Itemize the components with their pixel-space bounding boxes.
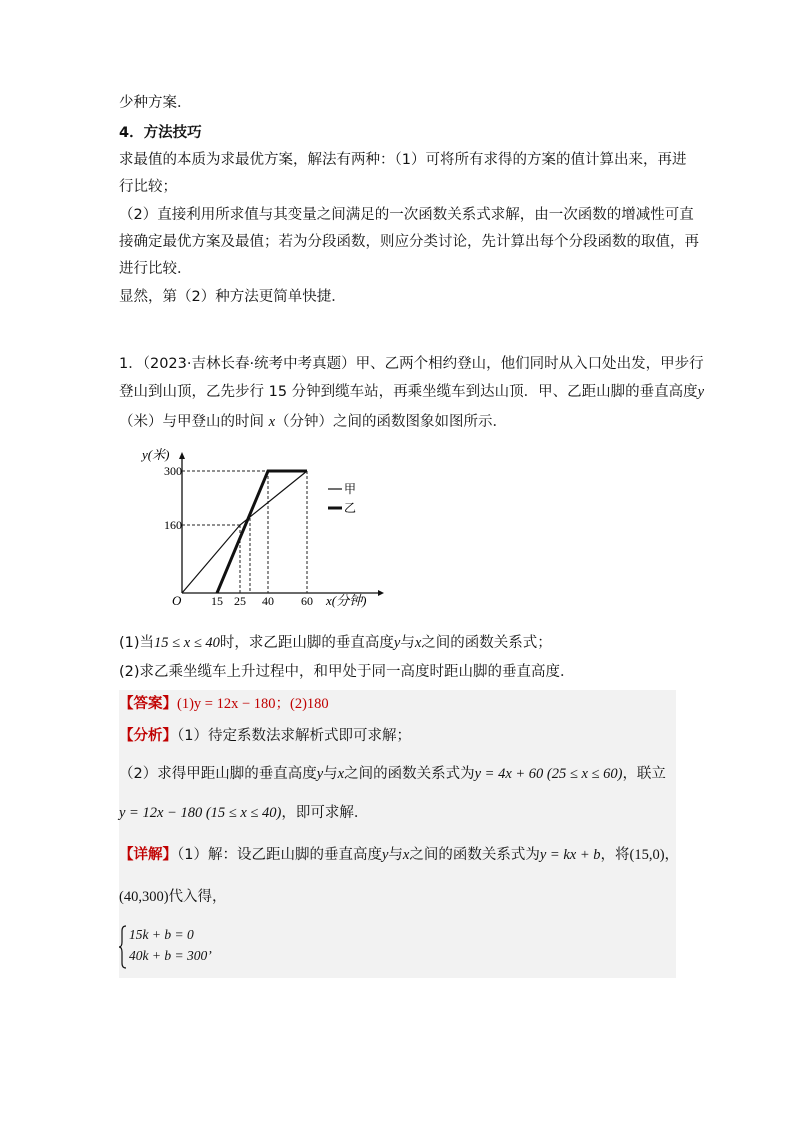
sub1-and: 与 (400, 635, 415, 651)
y-axis-label: y(米) (142, 447, 170, 462)
intro-line: 少种方案． (119, 95, 192, 111)
intro-para1-line2: 行比较； (119, 179, 177, 195)
sub-question-1 (119, 633, 552, 653)
x-tick-label-60: 60 (301, 594, 313, 608)
equation-2-end: ’ (207, 948, 212, 963)
detail1-point: (15,0) (629, 847, 665, 863)
question-line3 (119, 412, 507, 432)
question-text2: 登山到山顶，乙先步行 15 分钟到缆车站，再乘坐缆车到达山顶．甲、乙距山脚的垂直高度 (119, 384, 698, 400)
detail2-text: 代入得， (168, 889, 227, 905)
analysis3-suffix: ，即可求解． (281, 805, 369, 821)
analysis-line3 (119, 803, 368, 823)
intro-para2-line2: 接确定最优方案及最值；若为分段函数，则应分类讨论，先计算出每个分段函数的取值，再 (119, 234, 699, 250)
x-axis-arrow (378, 590, 384, 596)
analysis2-var-x: x (337, 766, 345, 782)
detail-line1 (119, 845, 679, 865)
question-text3a: （米）与甲登山的时间 (119, 414, 269, 430)
equation-2 (129, 948, 212, 964)
equation-system (119, 925, 219, 969)
x-tick-label-15: 15 (211, 594, 223, 608)
analysis2-equation: y = 4x + 60 (25 ≤ x ≤ 60) (474, 766, 623, 782)
var-x: x (268, 414, 276, 430)
sub1-var-x: x (414, 635, 422, 651)
detail1-var-y: y (381, 847, 389, 863)
question-line2 (119, 382, 704, 402)
origin-label: O (172, 593, 182, 608)
question-number: 1． (119, 356, 143, 372)
equation-2-text: 40k + b = 300 (129, 948, 208, 963)
function-graph (130, 445, 390, 615)
question-source: （2023·吉林长春·统考中考真题） (142, 356, 356, 372)
sub1-text: 时，求乙距山脚的垂直高度 (219, 635, 394, 651)
series-line-jia (182, 471, 307, 593)
left-brace-icon (119, 925, 127, 969)
x-axis-label: x(分钟) (326, 593, 367, 608)
y-tick-label-300: 300 (164, 464, 182, 478)
analysis3-equation: y = 12x − 180 (15 ≤ x ≤ 40) (119, 805, 282, 821)
detail1-var-x: x (402, 847, 410, 863)
sub1-var-y: y (393, 635, 401, 651)
answer-tag: 【答案】 (119, 696, 177, 712)
detail2-point: (40,300) (119, 889, 169, 905)
detail1-text3: ，将 (600, 847, 630, 863)
y-axis-arrow (179, 452, 185, 459)
sub-question-2: (2)求乙乘坐缆车上升过程中，和甲处于同一高度时距山脚的垂直高度． (119, 664, 575, 680)
analysis2-var-y: y (316, 766, 324, 782)
intro-conclusion: 显然，第（2）种方法更简单快捷． (119, 289, 346, 305)
detail1-equation: y = kx + b (539, 847, 601, 863)
intro-para2-line1: （2）直接利用所求值与其变量之间满足的一次函数关系式求解，由一次函数的增减性可直 (119, 207, 694, 223)
detail1-text: （1）解：设乙距山脚的垂直高度 (177, 847, 382, 863)
equation-1: 15k + b = 0 (129, 927, 194, 942)
detail1-text2: 之间的函数关系式为 (409, 847, 540, 863)
analysis-tag: 【分析】 (119, 728, 177, 744)
analysis-line2 (119, 764, 666, 784)
analysis-text1: （1）待定系数法求解析式即可求解； (177, 728, 411, 744)
detail1-and: 与 (388, 847, 403, 863)
question-line1 (119, 354, 704, 374)
analysis-line1 (119, 726, 411, 746)
answer-line (119, 694, 329, 714)
answer-text: (1)y = 12x − 180；(2)180 (177, 696, 329, 712)
sub1-prefix: (1)当 (119, 635, 155, 651)
detail-line2 (119, 887, 227, 907)
intro-para2-line3: 进行比较． (119, 261, 192, 277)
intro-para1-line1: 求最值的本质为求最优方案，解法有两种：（1）可将所有求得的方案的值计算出来，再进 (119, 152, 687, 168)
sub1-suffix: 之间的函数关系式； (421, 635, 552, 651)
var-y: y (697, 384, 705, 400)
legend-jia-label: 甲 (344, 482, 357, 496)
question-text3b: （分钟）之间的函数图象如图所示． (275, 414, 508, 430)
analysis2-text2: 之间的函数关系式为 (344, 766, 475, 782)
x-tick-label-25: 25 (234, 594, 246, 608)
x-tick-label-40: 40 (262, 594, 274, 608)
legend-yi-label: 乙 (344, 501, 357, 515)
detail-tag: 【详解】 (119, 847, 177, 863)
sub1-condition: 15 ≤ x ≤ 40 (154, 635, 220, 651)
section-heading: 4．方法技巧 (119, 125, 202, 141)
detail1-comma: ， (664, 847, 680, 863)
analysis2-text: （2）求得甲距山脚的垂直高度 (119, 766, 317, 782)
analysis2-suffix: ，联立 (622, 766, 666, 782)
question-text1: 甲、乙两个相约登山，他们同时从入口处出发，甲步行 (355, 356, 704, 372)
series-line-yi (217, 471, 307, 593)
analysis2-and: 与 (323, 766, 338, 782)
y-tick-label-160: 160 (164, 518, 182, 532)
